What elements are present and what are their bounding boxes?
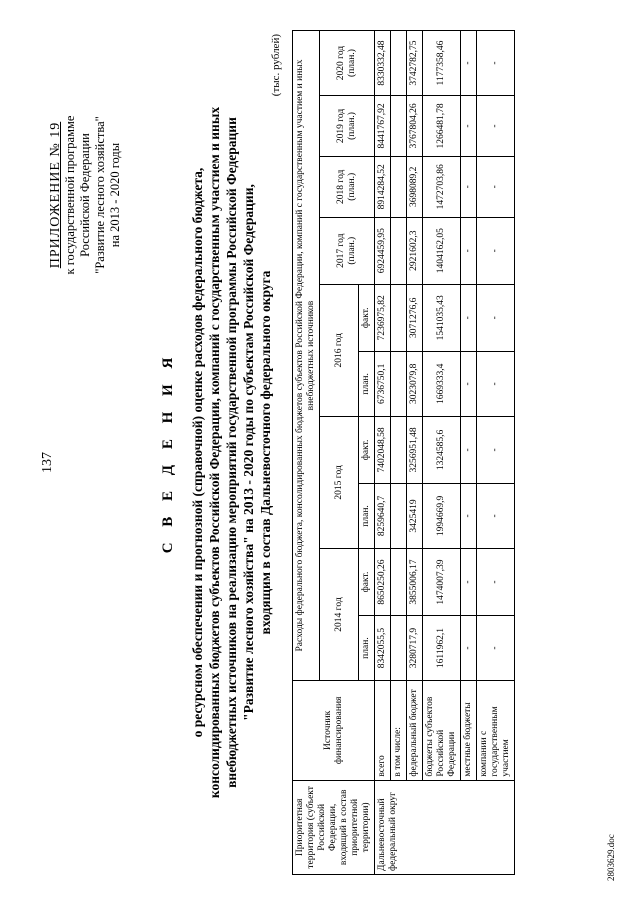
- header-year: 2014 год: [320, 548, 359, 680]
- value-cell: 1474007,39: [423, 548, 461, 615]
- header-year: 2016 год: [320, 284, 359, 416]
- header-plan-year: 2019 год (план.): [320, 96, 375, 157]
- value-cell: [391, 284, 407, 351]
- document-title: [160, 80, 274, 825]
- value-cell: 1541035,43: [423, 284, 461, 351]
- value-cell: 8914284,52: [375, 156, 391, 217]
- header-sub: факт.: [359, 416, 375, 483]
- value-cell: 3698089,2: [407, 156, 423, 217]
- value-cell: [391, 31, 407, 96]
- value-cell: [391, 483, 407, 548]
- source-cell: местные бюджеты: [461, 681, 477, 781]
- value-cell: 1324585,6: [423, 416, 461, 483]
- table-row: [407, 31, 423, 875]
- source-cell: компании с государственным участием: [477, 681, 515, 781]
- header-sub: план.: [359, 616, 375, 681]
- header-sub: факт.: [359, 548, 375, 615]
- value-cell: 3256951,48: [407, 416, 423, 483]
- header-sub: план.: [359, 483, 375, 548]
- value-cell: 8650250,26: [375, 548, 391, 615]
- table-row: [477, 31, 515, 875]
- value-cell: [391, 217, 407, 284]
- value-cell: 8259640,7: [375, 483, 391, 548]
- value-cell: [391, 548, 407, 615]
- value-cell: [391, 96, 407, 157]
- value-cell: 2921602,3: [407, 217, 423, 284]
- header-plan-year: 2020 год (план.): [320, 31, 375, 96]
- appendix-block: [48, 60, 123, 330]
- value-cell: 1669333,4: [423, 351, 461, 416]
- value-cell: -: [477, 483, 515, 548]
- value-cell: [391, 156, 407, 217]
- doc-id: 2803629.doc: [606, 834, 616, 881]
- value-cell: 1611962,1: [423, 616, 461, 681]
- value-cell: -: [461, 96, 477, 157]
- table-row: [375, 31, 391, 875]
- value-cell: 8441767,92: [375, 96, 391, 157]
- appendix-title: ПРИЛОЖЕНИЕ № 19: [48, 121, 63, 269]
- units-label: (тыс. рублей): [270, 34, 282, 97]
- value-cell: 7402048,58: [375, 416, 391, 483]
- value-cell: -: [461, 284, 477, 351]
- title-line: "Развитие лесного хозяйства" на 2013 - 2020 годы по субъектам Российской Федерации,: [241, 184, 256, 721]
- value-cell: 8330332,48: [375, 31, 391, 96]
- header-plan-year: 2018 год (план.): [320, 156, 375, 217]
- table-row: [461, 31, 477, 875]
- expenditure-table: [292, 30, 515, 875]
- value-cell: 3767804,26: [407, 96, 423, 157]
- value-cell: -: [477, 31, 515, 96]
- value-cell: 3742782,75: [407, 31, 423, 96]
- source-cell: федеральный бюджет: [407, 681, 423, 781]
- header-sub: факт.: [359, 284, 375, 351]
- value-cell: -: [477, 616, 515, 681]
- value-cell: -: [461, 548, 477, 615]
- value-cell: -: [461, 483, 477, 548]
- source-cell: бюджеты субъектов Российской Федерации: [423, 681, 461, 781]
- table-row: [423, 31, 461, 875]
- value-cell: 3425419: [407, 483, 423, 548]
- table-body: [375, 31, 515, 875]
- table-row: [391, 31, 407, 875]
- value-cell: -: [477, 96, 515, 157]
- value-cell: 1472703,86: [423, 156, 461, 217]
- value-cell: 7236975,82: [375, 284, 391, 351]
- title-heading: С В Е Д Е Н И Я: [160, 351, 176, 554]
- value-cell: 6924459,95: [375, 217, 391, 284]
- value-cell: 3071276,6: [407, 284, 423, 351]
- title-line: консолидированных бюджетов субъектов Российской Федерации, компаний с государственным участием и иных: [207, 106, 222, 799]
- value-cell: -: [477, 351, 515, 416]
- value-cell: 1994669,9: [423, 483, 461, 548]
- title-line: входящим в состав Дальневосточного федерального округа: [258, 270, 273, 635]
- value-cell: -: [461, 31, 477, 96]
- value-cell: 6736750,1: [375, 351, 391, 416]
- territory-cell: Дальневосточный федеральный округ: [375, 780, 515, 874]
- value-cell: [391, 416, 407, 483]
- header-plan-year: 2017 год (план.): [320, 217, 375, 284]
- value-cell: [391, 351, 407, 416]
- value-cell: -: [461, 616, 477, 681]
- value-cell: [391, 616, 407, 681]
- value-cell: 8342055,5: [375, 616, 391, 681]
- value-cell: -: [461, 156, 477, 217]
- value-cell: 1177358,46: [423, 31, 461, 96]
- value-cell: 3023079,8: [407, 351, 423, 416]
- value-cell: -: [461, 217, 477, 284]
- value-cell: -: [477, 156, 515, 217]
- value-cell: 3855006,17: [407, 548, 423, 615]
- header-source: Источник финансирования: [293, 681, 375, 781]
- appendix-line: "Развитие лесного хозяйства": [93, 116, 107, 274]
- value-cell: 1404162,05: [423, 217, 461, 284]
- value-cell: -: [477, 284, 515, 351]
- value-cell: -: [461, 416, 477, 483]
- header-sub: план.: [359, 351, 375, 416]
- value-cell: -: [461, 351, 477, 416]
- appendix-line: на 2013 - 2020 годы: [108, 142, 122, 248]
- value-cell: 1266481,78: [423, 96, 461, 157]
- header-territory: Приоритетная территория (субъект Российской Федерации, входящий в состав приоритетной территории): [293, 780, 375, 874]
- header-group: Расходы федерального бюджета, консолидированных бюджетов субъектов Российской Федерации, компаний с государственным участием и иных внебюджетных источников: [293, 31, 320, 681]
- value-cell: 3280717,9: [407, 616, 423, 681]
- value-cell: -: [477, 548, 515, 615]
- appendix-line: к государственной программе: [63, 115, 77, 275]
- source-cell: в том числе:: [391, 681, 407, 781]
- title-line: о ресурсном обеспечении и прогнозной (справочной) оценке расходов федерального бюджета,: [190, 167, 205, 738]
- header-year: 2015 год: [320, 416, 359, 548]
- source-cell: всего: [375, 681, 391, 781]
- appendix-line: Российской Федерации: [78, 133, 92, 257]
- value-cell: -: [477, 217, 515, 284]
- value-cell: -: [477, 416, 515, 483]
- page-number: 137: [40, 452, 55, 473]
- title-line: внебюджетных источников на реализацию мероприятий государственной программы Российской Федерации: [224, 117, 239, 788]
